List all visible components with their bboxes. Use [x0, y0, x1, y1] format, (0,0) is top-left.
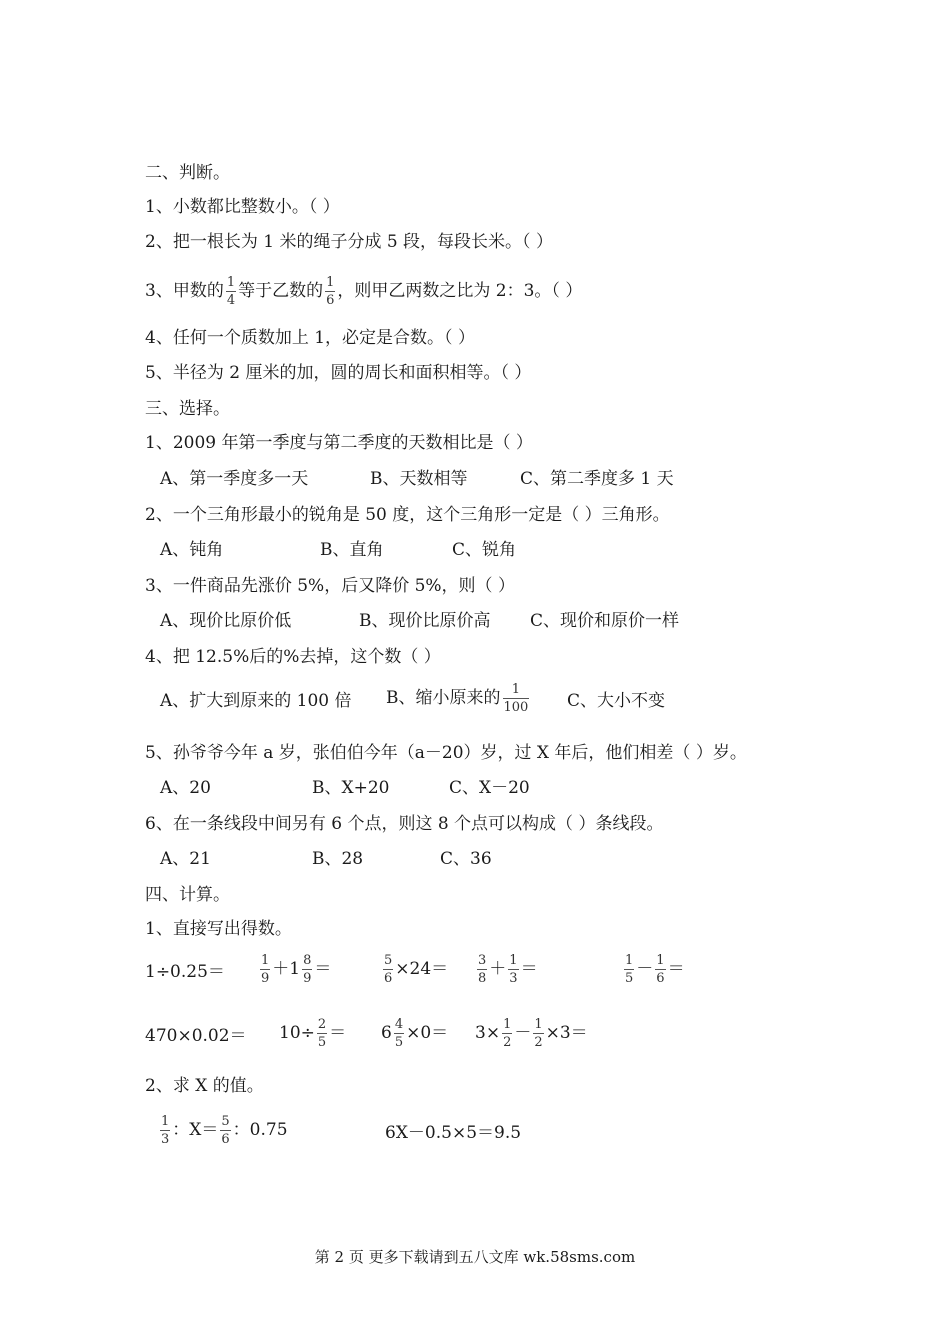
choice-q3: 3、一件商品先涨价 5%，后又降价 5%，则（ ） — [145, 576, 515, 596]
choice-q5-option-a: A、20 — [160, 778, 211, 798]
whole-number: 6 — [381, 1023, 392, 1043]
fraction — [260, 952, 270, 987]
calc-r2-e2 — [279, 1016, 346, 1051]
numerator: 5 — [221, 1114, 230, 1129]
choice-q1: 1、2009 年第一季度与第二季度的天数相比是（ ） — [145, 433, 533, 453]
numerator: 1 — [656, 953, 665, 968]
calc-r1-e1: 1÷0.25＝ — [145, 962, 225, 982]
expression-rest: ×24＝ — [395, 959, 449, 979]
choice-q5: 5、孙爷爷今年 a 岁，张伯伯今年（a－20）岁，过 X 年后，他们相差（ ）岁。 — [145, 743, 747, 763]
fraction — [325, 274, 335, 309]
choice-q5-option-c: C、X－20 — [449, 778, 530, 798]
denominator: 6 — [221, 1132, 230, 1147]
denominator: 6 — [384, 971, 393, 986]
fraction — [502, 1016, 512, 1051]
choice-q2-option-b: B、直角 — [320, 540, 384, 560]
fraction — [220, 1113, 230, 1148]
choice-q3-option-b: B、现价比原价高 — [359, 611, 491, 631]
choice-q4-option-b — [386, 681, 531, 716]
fraction — [383, 952, 393, 987]
judge-q5: 5、半径为 2 厘米的加，圆的周长和面积相等。（ ） — [145, 363, 532, 383]
calc-r3-e1 — [158, 1113, 288, 1148]
denominator: 3 — [161, 1132, 170, 1147]
operator: ＋ — [489, 959, 507, 979]
numerator: 1 — [161, 1114, 170, 1129]
choice-q6-option-a: A、21 — [160, 849, 211, 869]
choice-q4: 4、把 12.5%后的%去掉，这个数（ ） — [145, 647, 441, 667]
denominator: 9 — [303, 971, 312, 986]
denominator: 5 — [394, 1035, 404, 1050]
section-calc-title: 四、计算。 — [145, 885, 230, 905]
numerator: 1 — [503, 1017, 512, 1032]
judge-q3-text-a: 3、甲数的 — [145, 281, 224, 301]
numerator: 1 — [226, 275, 236, 290]
judge-q3 — [145, 274, 582, 309]
fraction — [624, 952, 634, 987]
denominator: 4 — [226, 293, 236, 308]
numerator: 3 — [478, 953, 487, 968]
denominator: 8 — [478, 971, 487, 986]
choice-q3-option-a: A、现价比原价低 — [160, 611, 292, 631]
numerator: 8 — [303, 953, 312, 968]
calc-r2-e3 — [381, 1016, 448, 1051]
numerator: 1 — [509, 953, 518, 968]
choice-q2: 2、一个三角形最小的锐角是 50 度，这个三角形一定是（ ）三角形。 — [145, 505, 670, 525]
calc-sub2-title: 2、求 X 的值。 — [145, 1076, 264, 1096]
choice-q4-option-c: C、大小不变 — [567, 691, 666, 711]
choice-q4-option-a: A、扩大到原来的 100 倍 — [160, 691, 352, 711]
equals: ＝ — [520, 959, 538, 979]
expression-middle: ：X＝ — [172, 1120, 219, 1140]
choice-q2-option-a: A、钝角 — [160, 540, 224, 560]
denominator: 2 — [534, 1035, 543, 1050]
calc-r1-e4 — [475, 952, 538, 987]
choice-q1-option-b: B、天数相等 — [370, 469, 468, 489]
numerator: 1 — [534, 1017, 543, 1032]
choice-q3-option-c: C、现价和原价一样 — [530, 611, 680, 631]
equals: ＝ — [329, 1023, 347, 1043]
fraction — [302, 952, 312, 987]
calc-r1-e3 — [381, 952, 448, 987]
numerator: 1 — [326, 275, 335, 290]
calc-r3-e2: 6X－0.5×5＝9.5 — [385, 1123, 522, 1143]
equals: ＝ — [314, 959, 332, 979]
fraction — [317, 1016, 327, 1051]
choice-q6-option-b: B、28 — [312, 849, 364, 869]
judge-q4: 4、任何一个质数加上 1，必定是合数。（ ） — [145, 328, 475, 348]
operator: － — [636, 959, 654, 979]
denominator: 6 — [656, 971, 665, 986]
equals: ＝ — [667, 959, 685, 979]
fraction — [533, 1016, 543, 1051]
judge-q3-text-c: ，则甲乙两数之比为 2：3。（ ） — [337, 281, 583, 301]
denominator: 5 — [625, 971, 634, 986]
page-footer: 第 2 页 更多下载请到五八文库 wk.58sms.com — [314, 1248, 636, 1266]
calc-r2-e1: 470×0.02＝ — [145, 1026, 247, 1046]
choice-q2-option-c: C、锐角 — [452, 540, 517, 560]
section-choice-title: 三、选择。 — [145, 399, 230, 419]
fraction — [655, 952, 665, 987]
fraction — [503, 681, 530, 716]
expression-rest: ×3＝ — [545, 1023, 588, 1043]
section-judge-title: 二、判断。 — [145, 163, 230, 183]
judge-q1: 1、小数都比整数小。（ ） — [145, 197, 340, 217]
judge-q2: 2、把一根长为 1 米的绳子分成 5 段，每段长米。（ ） — [145, 232, 553, 252]
numerator: 2 — [317, 1017, 327, 1032]
expression-prefix: 3× — [475, 1023, 501, 1043]
fraction — [477, 952, 487, 987]
fraction — [226, 274, 236, 309]
operator: ＋1 — [272, 959, 301, 979]
choice-q6: 6、在一条线段中间另有 6 个点，则这 8 个点可以构成（ ）条线段。 — [145, 814, 664, 834]
calc-sub1-title: 1、直接写出得数。 — [145, 919, 292, 939]
calc-r1-e5 — [622, 952, 685, 987]
denominator: 6 — [326, 293, 335, 308]
fraction — [160, 1113, 170, 1148]
numerator: 4 — [394, 1017, 404, 1032]
fraction — [508, 952, 518, 987]
expression-rest: ×0＝ — [406, 1023, 449, 1043]
fraction — [394, 1016, 404, 1051]
choice-q5-option-b: B、X+20 — [312, 778, 390, 798]
numerator: 1 — [511, 682, 521, 697]
expression-rest: ：0.75 — [232, 1120, 288, 1140]
operator: － — [514, 1023, 532, 1043]
calc-r1-e2 — [258, 952, 331, 987]
denominator: 9 — [261, 971, 270, 986]
numerator: 1 — [261, 953, 270, 968]
denominator: 2 — [503, 1035, 512, 1050]
calc-r2-e4 — [475, 1016, 588, 1051]
numerator: 5 — [384, 953, 393, 968]
numerator: 1 — [625, 953, 634, 968]
choice-q1-option-a: A、第一季度多一天 — [160, 469, 309, 489]
denominator: 100 — [503, 700, 529, 715]
judge-q3-text-b: 等于乙数的 — [238, 281, 324, 301]
choice-q6-option-c: C、36 — [440, 849, 492, 869]
choice-q4-option-b-text: B、缩小原来的 — [386, 688, 501, 708]
expression-prefix: 10÷ — [279, 1023, 315, 1043]
choice-q1-option-c: C、第二季度多 1 天 — [520, 469, 674, 489]
denominator: 5 — [317, 1035, 327, 1050]
denominator: 3 — [509, 971, 518, 986]
